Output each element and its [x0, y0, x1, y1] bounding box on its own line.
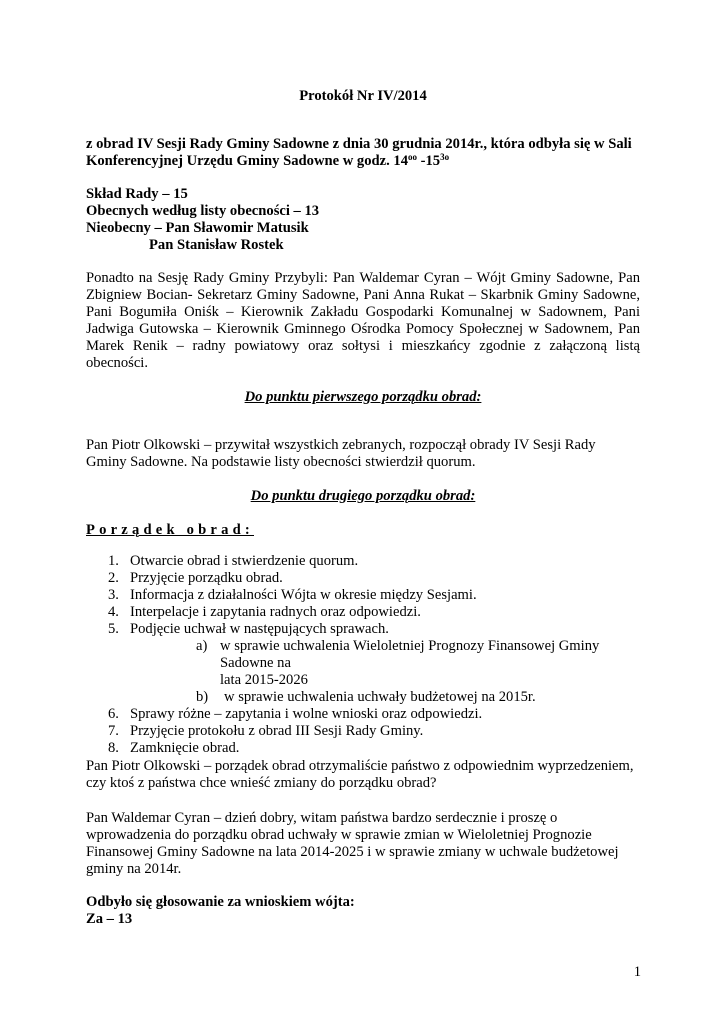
vote-for-count: Za – 13 — [86, 911, 133, 927]
cyran-line-4: gminy na 2014r. — [86, 861, 182, 877]
agenda-item: 8. Zamknięcie obrad. — [108, 740, 240, 756]
page-number: 1 — [633, 964, 641, 980]
agenda-sublist — [130, 638, 646, 706]
council-absent-2: Pan Stanisław Rostek — [149, 237, 284, 253]
vote-heading: Odbyło się głosowanie za wnioskiem wójta: — [86, 894, 355, 910]
cyran-line-3: Finansowej Gminy Sadowne na lata 2014-2025 i w sprawie zmiany w uchwale budżetowej — [86, 844, 619, 860]
cyran-paragraph — [86, 810, 640, 878]
agenda-item: 3. Informacja z działalności Wójta w okresie między Sesjami. — [108, 587, 477, 603]
point-1-line-2: Gminy Sadowne. Na podstawie listy obecności stwierdził quorum. — [86, 454, 476, 470]
olkowski-line-2: czy ktoś z państwa chce wnieść zmiany do porządku obrad? — [86, 775, 437, 791]
heading-point-2: Do punktu drugiego porządku obrad: — [250, 488, 476, 504]
agenda-list — [86, 553, 646, 757]
agenda-item: 2. Przyjęcie porządku obrad. — [108, 570, 283, 586]
agenda-item: 6. Sprawy różne – zapytania i wolne wnioski oraz odpowiedzi. — [108, 706, 483, 722]
olkowski-paragraph — [86, 758, 640, 792]
session-intro-line-1: z obrad IV Sesji Rady Gminy Sadowne z dnia 30 grudnia 2014r., która odbyła się w Sali — [86, 136, 632, 152]
council-size: Skład Rady – 15 — [86, 186, 188, 202]
point-1-paragraph — [86, 437, 640, 471]
agenda-item: 1. Otwarcie obrad i stwierdzenie quorum. — [108, 553, 359, 569]
agenda-subitem: b) w sprawie uchwalenia uchwały budżetowej na 2015r. — [196, 689, 536, 705]
cyran-line-1: Pan Waldemar Cyran – dzień dobry, witam państwa bardzo serdecznie i proszę o — [86, 810, 558, 826]
session-intro-line-2: Konferencyjnej Urzędu Gminy Sadowne w godz. $14^{oo}$ $-15^{3o}$ — [86, 152, 450, 169]
olkowski-line-1: Pan Piotr Olkowski – porządek obrad otrzymaliście państwo z odpowiednim wyprzedzeniem, — [86, 758, 634, 774]
session-intro — [86, 136, 640, 170]
council-present: Obecnych według listy obecności – 13 — [86, 203, 320, 219]
council-absent-1: Nieobecny – Pan Sławomir Matusik — [86, 220, 309, 236]
agenda-heading: Porządek obrad: — [86, 522, 254, 538]
agenda-item: 5. Podjęcie uchwał w następujących sprawach. a) w sprawie uchwalenia Wieloletniej Prognozy Finansowej Gminy Sadowne na lata 2015-2026 b) w sprawie uchwalenia uchwały budżetowej na 2015r. — [86, 621, 646, 706]
agenda-subitem: a) w sprawie uchwalenia Wieloletniej Prognozy Finansowej Gminy Sadowne na lata 2015-2026 — [196, 638, 600, 688]
heading-point-1: Do punktu pierwszego porządku obrad: — [244, 389, 482, 405]
attendees-paragraph: Ponadto na Sesję Rady Gminy Przybyli: Pan Waldemar Cyran – Wójt Gminy Sadowne, Pan Zbigniew Bocian- Sekretarz Gminy Sadowne, Pani Anna Rukat – Skarbnik Gminy Sadowne, Pani Bogumiła Oniśk – Kierownik Zakładu Gospodarki Komunalnej w Sadownem, Pani Jadwiga Gutowska – Kierownik Gminnego Ośrodka Pomocy Społecznej w Sadownem, Pan Marek Renik – radny powiatowy oraz sołtysi i mieszkańcy zgodnie z załączoną listą obecności. — [86, 270, 640, 371]
cyran-line-2: wprowadzenia do porządku obrad uchwały w sprawie zmian w Wieloletniej Prognozie — [86, 827, 592, 843]
vote-block — [86, 894, 640, 928]
agenda-item: 4. Interpelacje i zapytania radnych oraz odpowiedzi. — [108, 604, 421, 620]
agenda-item: 7. Przyjęcie protokołu z obrad III Sesji Rady Gminy. — [108, 723, 424, 739]
document-title: Protokół Nr IV/2014 — [299, 88, 427, 104]
council-composition — [86, 186, 640, 254]
point-1-line-1: Pan Piotr Olkowski – przywitał wszystkich zebranych, rozpoczął obrady IV Sesji Rady — [86, 437, 596, 453]
